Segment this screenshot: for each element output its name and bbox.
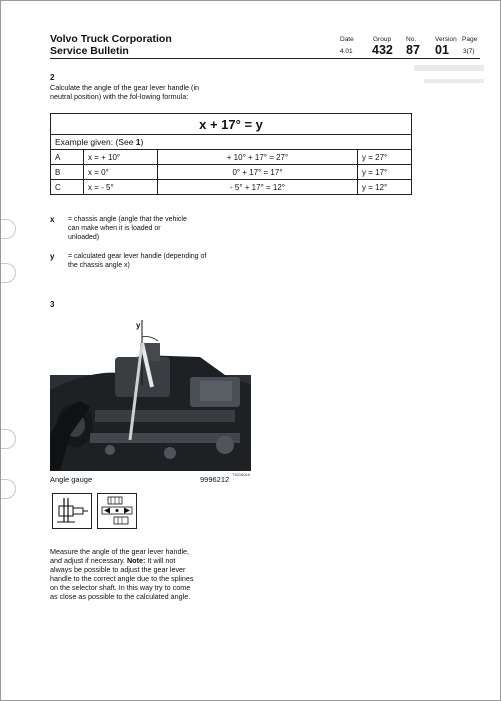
note-label: Note: — [126, 556, 146, 565]
punch-hole-mark — [1, 429, 16, 449]
document-title: Service Bulletin — [50, 45, 129, 57]
example-heading-suffix: ) — [140, 137, 144, 147]
group-label: Group — [373, 36, 392, 43]
x-value-cell: x = 0° — [84, 165, 158, 180]
table-row — [51, 180, 412, 195]
formula-example-table — [50, 113, 412, 195]
number-value: 87 — [406, 43, 420, 57]
show-through-mark — [414, 61, 494, 101]
table-row — [51, 165, 412, 180]
company-name: Volvo Truck Corporation — [50, 33, 172, 45]
formula-cell: x + 17° = y — [51, 114, 412, 135]
gearbox-photo — [50, 315, 251, 471]
table-row — [51, 150, 412, 165]
calculation-cell: - 5° + 17° = 12° — [158, 180, 358, 195]
example-heading-row — [51, 135, 412, 150]
x-symbol: x — [50, 215, 55, 224]
vise-tool-icon — [52, 493, 92, 529]
y-value-cell: y = 12° — [358, 180, 412, 195]
punch-hole-mark — [1, 219, 16, 239]
x-value-cell: x = + 10° — [84, 150, 158, 165]
step-number-2: 2 — [50, 73, 55, 82]
calculation-cell: + 10° + 17° = 27° — [158, 150, 358, 165]
version-label: Version — [435, 36, 457, 43]
calculation-cell: 0° + 17° = 17° — [158, 165, 358, 180]
step3-instruction — [50, 547, 196, 601]
date-value: 4.01 — [340, 48, 353, 55]
row-label-cell: A — [51, 150, 84, 165]
page-label: Page — [462, 36, 478, 43]
gauge-direction-icon — [97, 493, 137, 529]
y-value-cell: y = 17° — [358, 165, 412, 180]
example-heading-ref: 1 — [135, 137, 141, 147]
y-value-cell: y = 27° — [358, 150, 412, 165]
formula-row — [51, 114, 412, 135]
y-symbol: y — [50, 252, 55, 261]
header-rule — [50, 58, 480, 59]
angle-y-label: y — [136, 321, 141, 330]
tool-part-number: 9996212 — [200, 475, 230, 484]
step2-instruction: Calculate the angle of the gear lever handle (in neutral position) with the fol-lowing formula: — [50, 83, 200, 101]
version-value: 01 — [435, 43, 449, 57]
punch-hole-mark — [1, 263, 16, 283]
step3-main-text: Measure the angle of the gear lever handle, and adjust if necessary. — [50, 547, 190, 565]
number-label: No. — [406, 36, 417, 43]
gearbox-illustration — [50, 315, 251, 471]
figure-code: T4016010 — [232, 472, 251, 477]
y-definition: = calculated gear lever handle (depending of the chassis angle x) — [68, 253, 207, 269]
step-number-3: 3 — [50, 300, 55, 309]
x-value-cell: x = - 5° — [84, 180, 158, 195]
group-value: 432 — [372, 43, 393, 57]
figure-caption: Angle gauge — [50, 475, 93, 484]
page-value: 3(7) — [463, 48, 475, 55]
note-text: It will not always be possible to adjust the gear lever handle to the correct angle due to the splines on the selector shaft. In this way try to come as close as possible to the calculated angle. — [50, 556, 194, 601]
row-label-cell: B — [51, 165, 84, 180]
x-definition: = chassis angle (angle that the vehicle can make when it is loaded or unloaded) — [68, 216, 187, 241]
row-label-cell: C — [51, 180, 84, 195]
date-label: Date — [340, 36, 354, 43]
punch-hole-mark — [1, 479, 16, 499]
example-heading-cell — [51, 135, 412, 150]
example-heading-prefix: Example given: (See — [55, 137, 136, 147]
